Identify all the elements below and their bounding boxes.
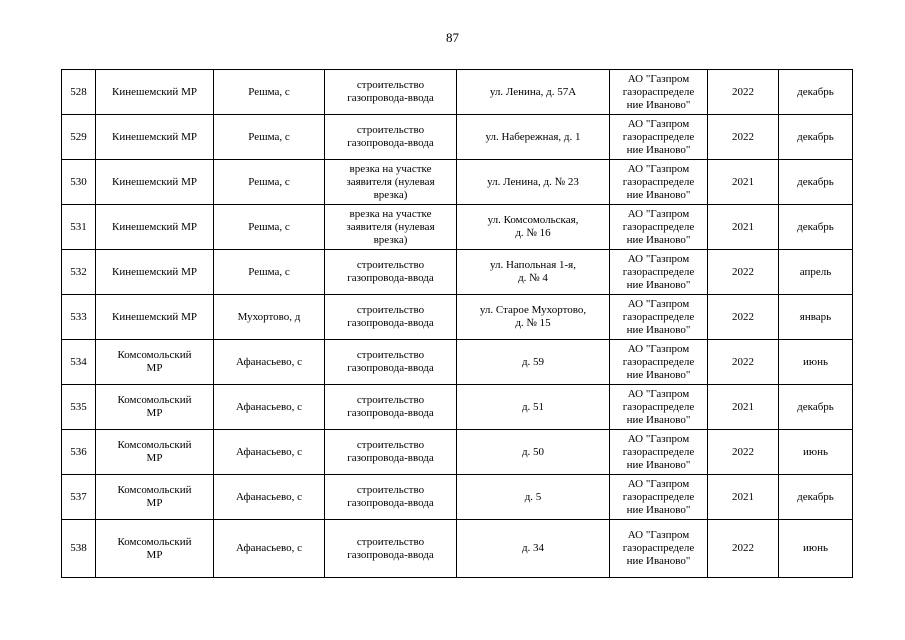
address-cell: ул. Ленина, д. № 23 <box>457 160 610 205</box>
month-cell: декабрь <box>779 385 853 430</box>
address-cell: д. 50 <box>457 430 610 475</box>
row-number-cell: 538 <box>62 520 96 578</box>
district-cell: Кинешемский МР <box>96 70 214 115</box>
year-cell: 2022 <box>708 430 779 475</box>
page-number: 87 <box>446 30 459 45</box>
organization-cell: АО "Газпром газораспределе ние Иваново" <box>610 160 708 205</box>
year-cell: 2021 <box>708 160 779 205</box>
organization-cell: АО "Газпром газораспределе ние Иваново" <box>610 430 708 475</box>
row-number-cell: 531 <box>62 205 96 250</box>
row-number-cell: 536 <box>62 430 96 475</box>
district-cell: Комсомольский МР <box>96 430 214 475</box>
work-type-cell: строительство газопровода-ввода <box>325 475 457 520</box>
table-row <box>62 520 853 578</box>
work-type-cell: врезка на участке заявителя (нулевая врезка) <box>325 160 457 205</box>
settlement-cell: Афанасьево, с <box>214 430 325 475</box>
row-number-cell: 530 <box>62 160 96 205</box>
work-type-cell: строительство газопровода-ввода <box>325 295 457 340</box>
district-cell: Комсомольский МР <box>96 520 214 578</box>
address-cell: д. 34 <box>457 520 610 578</box>
table-row <box>62 205 853 250</box>
address-cell: д. 5 <box>457 475 610 520</box>
table-row <box>62 475 853 520</box>
address-cell: ул. Набережная, д. 1 <box>457 115 610 160</box>
organization-cell: АО "Газпром газораспределе ние Иваново" <box>610 475 708 520</box>
row-number-cell: 529 <box>62 115 96 160</box>
month-cell: декабрь <box>779 115 853 160</box>
month-cell: декабрь <box>779 475 853 520</box>
settlement-cell: Афанасьево, с <box>214 520 325 578</box>
work-type-cell: строительство газопровода-ввода <box>325 520 457 578</box>
settlement-cell: Решма, с <box>214 70 325 115</box>
month-cell: июнь <box>779 430 853 475</box>
organization-cell: АО "Газпром газораспределе ние Иваново" <box>610 115 708 160</box>
gasification-table <box>61 69 853 578</box>
settlement-cell: Афанасьево, с <box>214 385 325 430</box>
settlement-cell: Решма, с <box>214 115 325 160</box>
table-row <box>62 340 853 385</box>
year-cell: 2022 <box>708 340 779 385</box>
address-cell: ул. Старое Мухортово, д. № 15 <box>457 295 610 340</box>
address-cell: ул. Комсомольская, д. № 16 <box>457 205 610 250</box>
table-row <box>62 430 853 475</box>
table-row <box>62 295 853 340</box>
address-cell: д. 59 <box>457 340 610 385</box>
organization-cell: АО "Газпром газораспределе ние Иваново" <box>610 340 708 385</box>
table-row <box>62 70 853 115</box>
work-type-cell: строительство газопровода-ввода <box>325 250 457 295</box>
district-cell: Комсомольский МР <box>96 385 214 430</box>
row-number-cell: 528 <box>62 70 96 115</box>
settlement-cell: Решма, с <box>214 250 325 295</box>
row-number-cell: 533 <box>62 295 96 340</box>
organization-cell: АО "Газпром газораспределе ние Иваново" <box>610 385 708 430</box>
address-cell: ул. Напольная 1-я, д. № 4 <box>457 250 610 295</box>
address-cell: ул. Ленина, д. 57А <box>457 70 610 115</box>
district-cell: Комсомольский МР <box>96 475 214 520</box>
month-cell: июнь <box>779 340 853 385</box>
year-cell: 2022 <box>708 295 779 340</box>
settlement-cell: Решма, с <box>214 205 325 250</box>
address-cell: д. 51 <box>457 385 610 430</box>
district-cell: Кинешемский МР <box>96 205 214 250</box>
row-number-cell: 535 <box>62 385 96 430</box>
table-row <box>62 115 853 160</box>
district-cell: Комсомольский МР <box>96 340 214 385</box>
month-cell: декабрь <box>779 160 853 205</box>
settlement-cell: Мухортово, д <box>214 295 325 340</box>
settlement-cell: Решма, с <box>214 160 325 205</box>
table-row <box>62 385 853 430</box>
year-cell: 2022 <box>708 250 779 295</box>
settlement-cell: Афанасьево, с <box>214 475 325 520</box>
year-cell: 2022 <box>708 115 779 160</box>
year-cell: 2021 <box>708 475 779 520</box>
row-number-cell: 537 <box>62 475 96 520</box>
year-cell: 2021 <box>708 205 779 250</box>
work-type-cell: строительство газопровода-ввода <box>325 340 457 385</box>
settlement-cell: Афанасьево, с <box>214 340 325 385</box>
district-cell: Кинешемский МР <box>96 295 214 340</box>
month-cell: декабрь <box>779 70 853 115</box>
year-cell: 2022 <box>708 520 779 578</box>
month-cell: декабрь <box>779 205 853 250</box>
work-type-cell: строительство газопровода-ввода <box>325 70 457 115</box>
organization-cell: АО "Газпром газораспределе ние Иваново" <box>610 250 708 295</box>
work-type-cell: строительство газопровода-ввода <box>325 385 457 430</box>
work-type-cell: строительство газопровода-ввода <box>325 115 457 160</box>
district-cell: Кинешемский МР <box>96 250 214 295</box>
table-row <box>62 250 853 295</box>
district-cell: Кинешемский МР <box>96 115 214 160</box>
district-cell: Кинешемский МР <box>96 160 214 205</box>
work-type-cell: строительство газопровода-ввода <box>325 430 457 475</box>
work-type-cell: врезка на участке заявителя (нулевая врезка) <box>325 205 457 250</box>
row-number-cell: 534 <box>62 340 96 385</box>
year-cell: 2022 <box>708 70 779 115</box>
table-row <box>62 160 853 205</box>
organization-cell: АО "Газпром газораспределе ние Иваново" <box>610 70 708 115</box>
organization-cell: АО "Газпром газораспределе ние Иваново" <box>610 295 708 340</box>
year-cell: 2021 <box>708 385 779 430</box>
month-cell: апрель <box>779 250 853 295</box>
organization-cell: АО "Газпром газораспределе ние Иваново" <box>610 520 708 578</box>
month-cell: январь <box>779 295 853 340</box>
row-number-cell: 532 <box>62 250 96 295</box>
month-cell: июнь <box>779 520 853 578</box>
organization-cell: АО "Газпром газораспределе ние Иваново" <box>610 205 708 250</box>
